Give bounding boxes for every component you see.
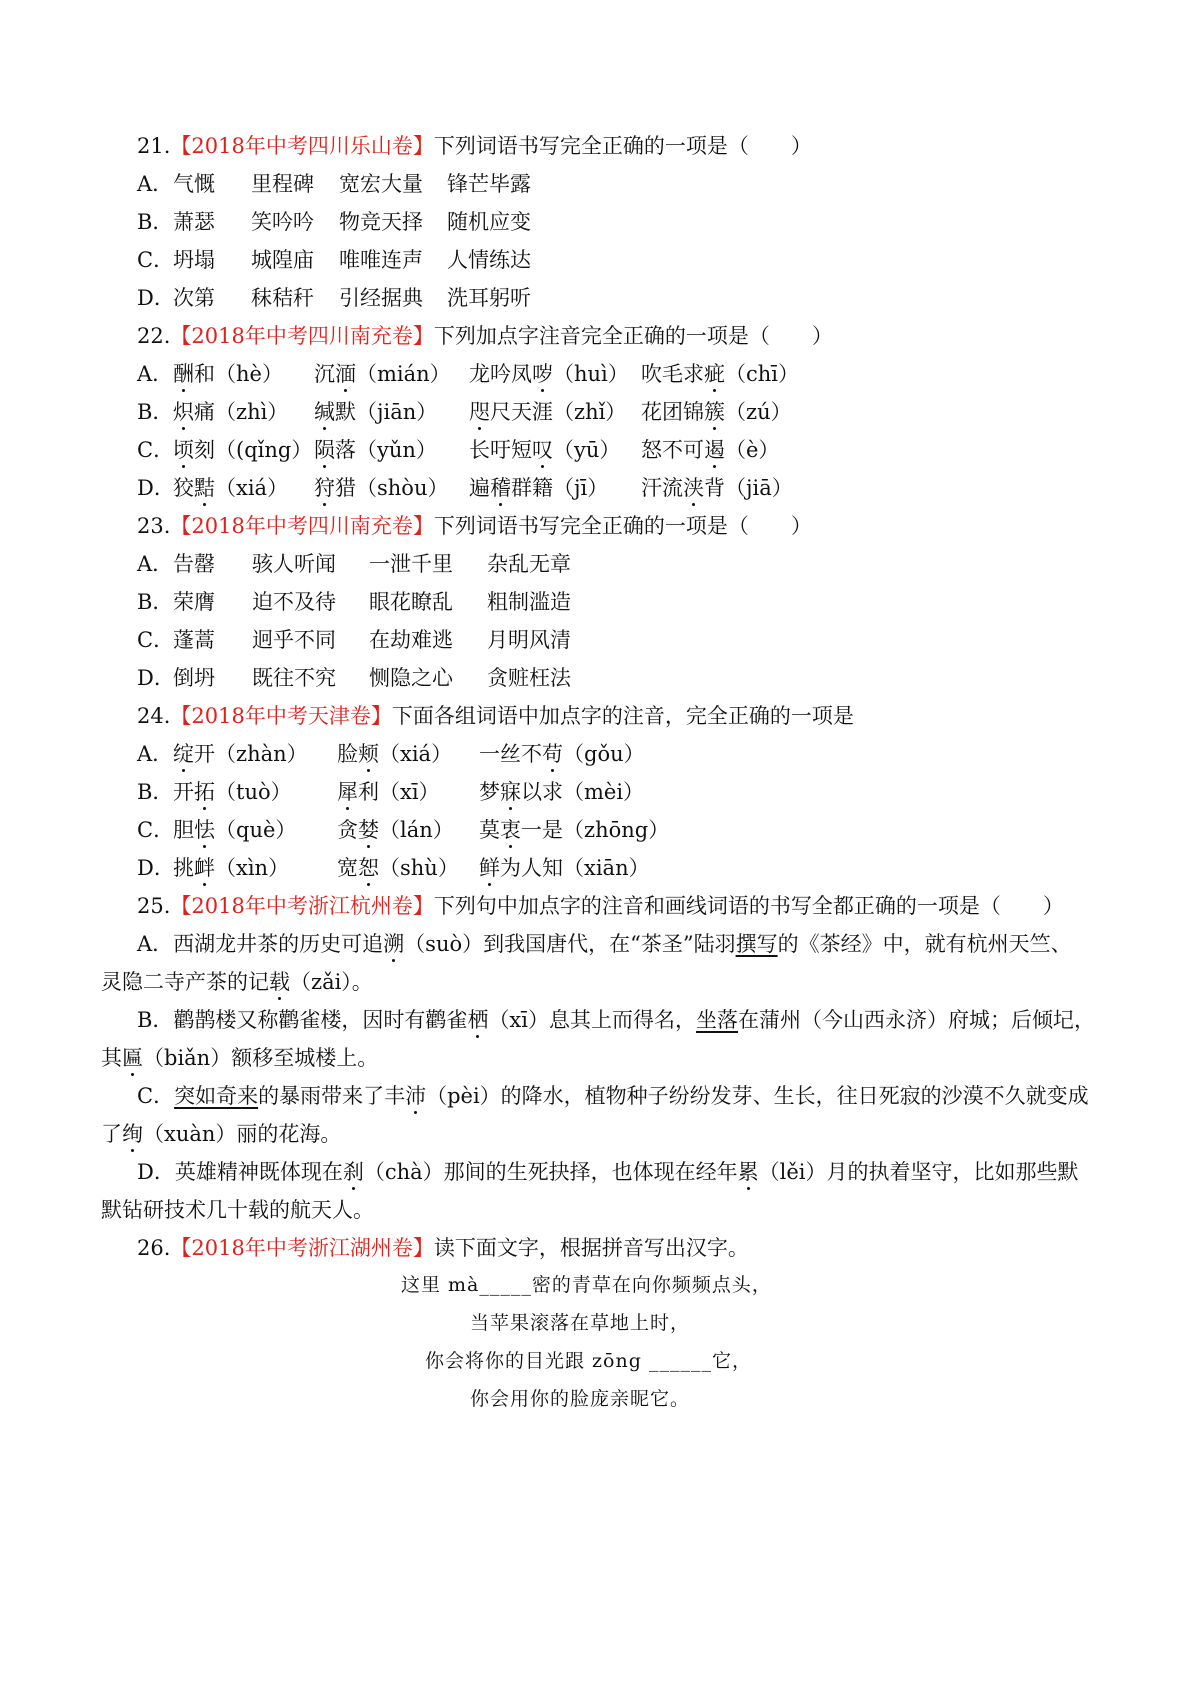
pinyin: （xiá） — [379, 742, 453, 766]
text: 的《茶经》中，就有杭州天竺、 — [777, 932, 1072, 956]
pinyin: （gǒu） — [563, 742, 645, 766]
option-word: 宽宏大量 — [339, 172, 423, 196]
text: 痛 — [194, 400, 215, 424]
text: 龙吟凤 — [469, 362, 532, 386]
text: 花团锦 — [641, 400, 704, 424]
text: 尺天涯 — [490, 400, 553, 424]
text: 灵隐二寺产茶的记 — [101, 970, 269, 994]
pinyin: （mián） — [356, 362, 451, 386]
option-item — [469, 397, 626, 427]
pinyin: （shòu） — [356, 476, 449, 500]
option-label: A． — [137, 172, 174, 196]
text: 群籍 — [511, 476, 553, 500]
option-word: 气慨 — [173, 172, 215, 196]
dotted-char: 狩 — [314, 476, 335, 500]
option-label: D． — [137, 286, 175, 310]
pinyin: （hè） — [215, 362, 283, 386]
text: 宽 — [337, 856, 358, 880]
text: 西湖龙井茶的历史可追 — [173, 932, 384, 956]
option-label: D． — [137, 666, 175, 690]
option-word: 锋芒毕露 — [447, 172, 531, 196]
option-item — [314, 397, 437, 427]
option-word: 物竞天择 — [339, 210, 423, 234]
option-word: 里程碑 — [251, 172, 314, 196]
option-label: C． — [137, 248, 175, 272]
dotted-char: 湎 — [335, 362, 356, 386]
option-item — [173, 815, 296, 845]
question-text: 下列词语书写完全正确的一项是（ ） — [433, 514, 812, 538]
question-23-stem — [137, 511, 812, 541]
option-word: 引经据典 — [339, 286, 423, 310]
text: 怒不可 — [641, 438, 704, 462]
text: 当苹果滚落在草地上时， — [470, 1312, 691, 1334]
option-item — [173, 853, 289, 883]
text: （biǎn）额移至城楼上。 — [143, 1046, 379, 1070]
text: 沉 — [314, 362, 335, 386]
dotted-char: 寐 — [500, 780, 521, 804]
text: 的暴雨带来了丰 — [258, 1084, 406, 1108]
option-a-line-2 — [101, 967, 373, 997]
text: 脸 — [337, 742, 358, 766]
option-word: 眼花瞭乱 — [369, 590, 453, 614]
option-label: A． — [137, 742, 174, 766]
option-item — [641, 359, 799, 389]
underlined-word: 坐落 — [696, 1008, 738, 1032]
pinyin: （xī） — [379, 780, 440, 804]
question-text: 下面各组词语中加点字的注音，完全正确的一项是 — [391, 704, 854, 728]
pinyin: （zhǐ） — [553, 400, 627, 424]
text: 这里 mà — [401, 1274, 480, 1296]
dotted-char: 疵 — [704, 362, 725, 386]
dotted-char: 黠 — [194, 476, 215, 500]
question-22-stem — [137, 321, 833, 351]
text: 落 — [335, 438, 356, 462]
text: 贪 — [337, 818, 358, 842]
dotted-char: 栖 — [467, 1008, 489, 1032]
text: （xī）息其上而得名， — [488, 1008, 696, 1032]
pinyin: （yū） — [553, 438, 621, 462]
text: 和 — [194, 362, 215, 386]
question-source: 【2018年中考四川乐山卷】 — [170, 134, 434, 158]
pinyin: （è） — [725, 438, 780, 462]
option-word: 恻隐之心 — [369, 666, 453, 690]
poem-line — [470, 1384, 690, 1414]
option-word: 倒坍 — [173, 666, 215, 690]
text: 密的青草在向你频频点头， — [531, 1274, 772, 1296]
pinyin: （lán） — [379, 818, 454, 842]
option-label: C． — [137, 818, 175, 842]
text: 鹳鹊楼又称鹳雀楼，因时有鹳雀 — [173, 1008, 468, 1032]
option-label: B． — [137, 590, 174, 614]
option-word: 既往不究 — [252, 666, 336, 690]
pinyin: （jiān） — [356, 400, 438, 424]
option-label: D． — [137, 476, 175, 500]
option-item — [469, 473, 608, 503]
option-word: 城隍庙 — [251, 248, 314, 272]
option-item — [173, 359, 283, 389]
text: 一丝不 — [479, 742, 542, 766]
option-word: 笑吟吟 — [251, 210, 314, 234]
option-item — [641, 397, 792, 427]
option-label: B． — [137, 400, 174, 424]
question-26-stem — [137, 1233, 749, 1263]
text: 默 — [335, 400, 356, 424]
dotted-char: 遏 — [704, 438, 725, 462]
option-item — [469, 359, 629, 389]
option-word: 骇人听闻 — [252, 552, 336, 576]
text: 一是 — [521, 818, 563, 842]
text: （xuàn）丽的花海。 — [143, 1122, 342, 1146]
question-number: 21. — [137, 134, 171, 158]
text: （chà）那间的生死抉择，也体现在经年 — [363, 1160, 738, 1184]
option-item — [337, 739, 452, 769]
option-label: A． — [137, 932, 174, 956]
dotted-char: 衷 — [500, 818, 521, 842]
option-word: 坍塌 — [173, 248, 215, 272]
text: 猎 — [335, 476, 356, 500]
option-word: 蓬蒿 — [173, 628, 215, 652]
pinyin: （yǔn） — [356, 438, 437, 462]
question-source: 【2018年中考浙江湖州卷】 — [170, 1236, 434, 1260]
option-item — [479, 853, 650, 883]
option-item — [479, 777, 644, 807]
dotted-char: 簇 — [704, 400, 725, 424]
pinyin: （(qǐng） — [215, 438, 313, 462]
pinyin: （zhàn） — [215, 742, 308, 766]
question-number: 24. — [137, 704, 171, 728]
option-c-line-1 — [137, 1081, 1089, 1111]
dotted-char: 浃 — [683, 476, 704, 500]
option-item — [173, 739, 308, 769]
text: 梦 — [479, 780, 500, 804]
option-c-line-2 — [101, 1119, 341, 1149]
pinyin: （shù） — [379, 856, 459, 880]
fill-blank: ______ — [648, 1350, 712, 1372]
option-item — [479, 815, 669, 845]
dotted-char: 顷 — [173, 438, 194, 462]
text: 吹毛求 — [641, 362, 704, 386]
dotted-char: 匾 — [122, 1046, 143, 1070]
option-label: D． — [137, 1160, 175, 1184]
pinyin: （zhì） — [215, 400, 289, 424]
option-item — [173, 435, 312, 465]
question-text: 读下面文字，根据拼音写出汉字。 — [433, 1236, 749, 1260]
text: 以求 — [521, 780, 563, 804]
question-24-stem — [137, 701, 854, 731]
dotted-char: 婪 — [358, 818, 379, 842]
dotted-char: 绽 — [173, 742, 194, 766]
option-item — [173, 777, 292, 807]
text: 刻 — [194, 438, 215, 462]
option-word: 告罄 — [173, 552, 215, 576]
option-item — [173, 473, 288, 503]
dotted-char: 鲜 — [479, 856, 500, 880]
pinyin: （jiā） — [725, 476, 793, 500]
option-word: 一泄千里 — [369, 552, 453, 576]
text: 它， — [711, 1350, 752, 1372]
option-word: 人情练达 — [447, 248, 531, 272]
question-number: 22. — [137, 324, 171, 348]
text: 胆 — [173, 818, 194, 842]
text: 默钻研技术几十载的航天人。 — [101, 1198, 374, 1222]
question-25-stem — [137, 891, 1064, 921]
poem-line — [470, 1308, 690, 1338]
option-item — [469, 435, 620, 465]
text: 为人知 — [500, 856, 563, 880]
option-item — [337, 815, 454, 845]
option-label: B． — [137, 210, 174, 234]
text: 开 — [194, 742, 215, 766]
text: 你会将你的目光跟 zōng — [425, 1350, 649, 1372]
text: 其 — [101, 1046, 122, 1070]
text: 遍 — [469, 476, 490, 500]
question-text: 下列加点字注音完全正确的一项是（ ） — [433, 324, 833, 348]
option-item — [337, 853, 459, 883]
option-item — [641, 435, 779, 465]
option-word: 粗制滥造 — [487, 590, 571, 614]
option-item — [641, 473, 793, 503]
underlined-word: 突如奇来 — [174, 1084, 259, 1108]
text: 了 — [101, 1122, 122, 1146]
option-word: 迫不及待 — [252, 590, 336, 614]
pinyin: （què） — [215, 818, 297, 842]
dotted-char: 咫 — [469, 400, 490, 424]
text: 开 — [173, 780, 194, 804]
question-21-stem — [137, 131, 812, 161]
option-word: 月明风清 — [487, 628, 571, 652]
poem-line — [401, 1270, 772, 1300]
dotted-char: 载 — [269, 970, 290, 994]
text: （lěi）月的执着坚守，比如那些默 — [758, 1160, 1079, 1184]
underlined-word: 撰写 — [735, 932, 778, 956]
option-item — [173, 397, 288, 427]
text: 背 — [704, 476, 725, 500]
fill-blank: _____ — [479, 1274, 532, 1296]
dotted-char: 缄 — [314, 400, 335, 424]
option-item — [314, 435, 437, 465]
dotted-char: 衅 — [194, 856, 215, 880]
option-label: B． — [137, 1008, 174, 1032]
dotted-char: 拓 — [194, 780, 215, 804]
dotted-char: 颊 — [358, 742, 379, 766]
option-word: 随机应变 — [447, 210, 531, 234]
option-d-line-2 — [101, 1195, 374, 1225]
pinyin: （tuò） — [215, 780, 292, 804]
pinyin: （zhōng） — [563, 818, 670, 842]
dotted-char: 炽 — [173, 400, 194, 424]
dotted-char: 刹 — [342, 1160, 364, 1184]
text: 莫 — [479, 818, 500, 842]
text: （pèi）的降水，植物种子纷纷发芽、生长，往日死寂的沙漠不久就变成 — [426, 1084, 1089, 1108]
question-number: 25. — [137, 894, 171, 918]
pinyin: （mèi） — [563, 780, 645, 804]
text: 利 — [358, 780, 379, 804]
pinyin: （chī） — [725, 362, 800, 386]
pinyin: （xiá） — [215, 476, 289, 500]
option-label: C． — [137, 1084, 175, 1108]
option-label: A． — [137, 362, 174, 386]
question-number: 23. — [137, 514, 171, 538]
text: （suò）到我国唐代，在“茶圣”陆羽 — [404, 932, 736, 956]
text: 狡 — [173, 476, 194, 500]
dotted-char: 苟 — [542, 742, 563, 766]
option-b-line-2 — [101, 1043, 378, 1073]
pinyin: （jī） — [553, 476, 609, 500]
pinyin: （xiān） — [563, 856, 650, 880]
option-label: D． — [137, 856, 175, 880]
question-source: 【2018年中考四川南充卷】 — [170, 324, 434, 348]
question-source: 【2018年中考浙江杭州卷】 — [170, 894, 434, 918]
dotted-char: 绚 — [122, 1122, 143, 1146]
text: 英雄精神既体现在 — [174, 1160, 343, 1184]
option-label: A． — [137, 552, 174, 576]
option-d-line-1 — [137, 1157, 1079, 1187]
option-label: C． — [137, 438, 175, 462]
dotted-char: 犀 — [337, 780, 358, 804]
option-item — [337, 777, 440, 807]
question-text: 下列句中加点字的注音和画线词语的书写全都正确的一项是（ ） — [433, 894, 1064, 918]
question-number: 26. — [137, 1236, 171, 1260]
option-word: 迥乎不同 — [252, 628, 336, 652]
dotted-char: 沛 — [405, 1084, 427, 1108]
dotted-char: 酬 — [173, 362, 194, 386]
option-word: 贪赃枉法 — [487, 666, 571, 690]
dotted-char: 叹 — [532, 438, 553, 462]
option-word: 萧瑟 — [173, 210, 215, 234]
dotted-char: 恕 — [358, 856, 379, 880]
option-item — [314, 473, 448, 503]
option-word: 在劫难逃 — [369, 628, 453, 652]
option-label: B． — [137, 780, 174, 804]
option-b-line-1 — [137, 1005, 1095, 1035]
poem-line — [425, 1346, 752, 1376]
option-word: 杂乱无章 — [487, 552, 571, 576]
dotted-char: 累 — [737, 1160, 759, 1184]
pinyin: （zú） — [725, 400, 792, 424]
dotted-char: 溯 — [383, 932, 405, 956]
text: 你会用你的脸庞亲昵它。 — [470, 1388, 691, 1410]
text: 汗流 — [641, 476, 683, 500]
option-word: 次第 — [173, 286, 215, 310]
option-word: 秣秸秆 — [251, 286, 314, 310]
dotted-char: 哕 — [532, 362, 553, 386]
question-source: 【2018年中考四川南充卷】 — [170, 514, 434, 538]
dotted-char: 怯 — [194, 818, 215, 842]
text: 长吁短 — [469, 438, 532, 462]
pinyin: （xìn） — [215, 856, 290, 880]
option-item — [479, 739, 645, 769]
option-word: 洗耳躬听 — [447, 286, 531, 310]
option-item — [314, 359, 451, 389]
dotted-char: 稽 — [490, 476, 511, 500]
option-word: 荣膺 — [173, 590, 215, 614]
dotted-char: 陨 — [314, 438, 335, 462]
question-text: 下列词语书写完全正确的一项是（ ） — [433, 134, 812, 158]
option-label: C． — [137, 628, 175, 652]
text: 挑 — [173, 856, 194, 880]
option-a-line-1 — [137, 929, 1072, 959]
text: 在蒲州（今山西永济）府城；后倾圮， — [738, 1008, 1095, 1032]
option-word: 唯唯连声 — [339, 248, 423, 272]
pinyin: （huì） — [553, 362, 629, 386]
question-source: 【2018年中考天津卷】 — [170, 704, 392, 728]
text: （zǎi）。 — [290, 970, 373, 994]
